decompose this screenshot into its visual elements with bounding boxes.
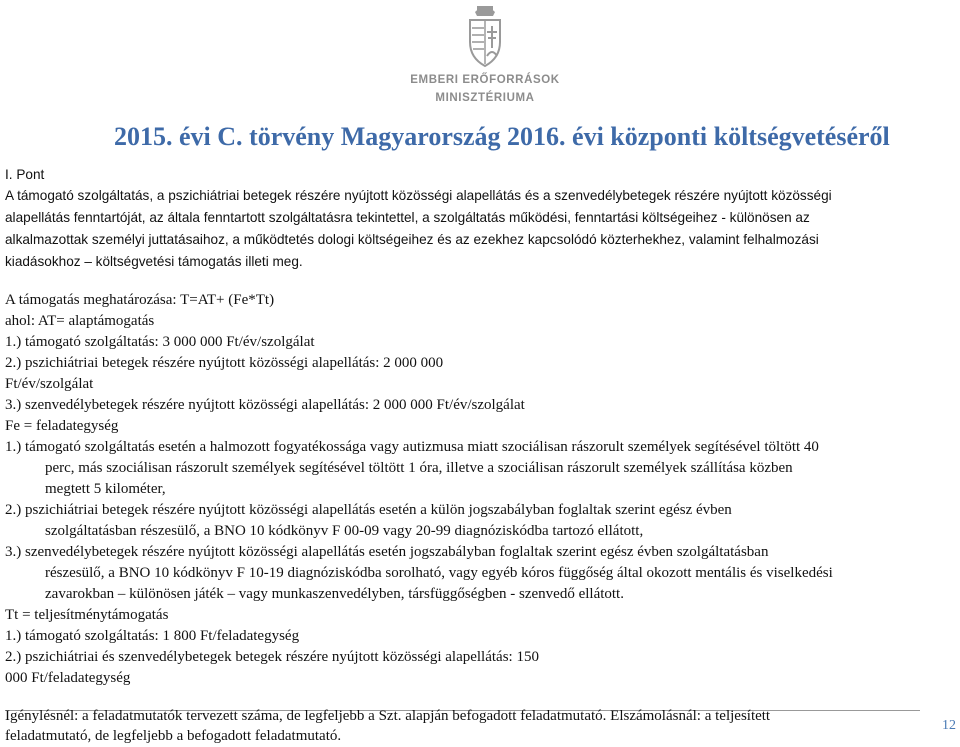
tt-item: 000 Ft/feladategység bbox=[5, 670, 131, 686]
fe-item: zavarokban – különösen játék – vagy munkaszenvedélyben, társfüggőségben - szenvedő ellátott. bbox=[45, 586, 624, 602]
fe-item: 1.) támogató szolgáltatás esetén a halmozott fogyatékossága vagy autizmusa miatt szociálisan rászorult személyek segítésével töltött 40 bbox=[5, 439, 819, 455]
at-item: 2.) pszichiátriai betegek részére nyújtott közösségi alapellátás: 2 000 000 bbox=[5, 355, 444, 371]
intro-line: A támogató szolgáltatás, a pszichiátriai betegek részére nyújtott közösségi alapellátás és a szenvedélybetegek részére nyújtott közösségi bbox=[5, 188, 832, 203]
formula-definition: A támogatás meghatározása: T=AT+ (Fe*Tt) bbox=[5, 292, 275, 308]
fe-item: perc, más szociálisan rászorult személyek segítésével töltött 1 óra, illetve a szociálisan rászorult személyek szállítása közben bbox=[45, 460, 793, 476]
footer-line: Igénylésnél: a feladatmutatók tervezett száma, de legfeljebb a Szt. alapján befogadott feladatmutató. Elszámolásnál: a teljesített bbox=[5, 708, 771, 724]
logo-line-2: MINISZTÉRIUMA bbox=[435, 92, 535, 104]
fe-item: megtett 5 kilométer, bbox=[45, 481, 166, 497]
fe-label: Fe = feladategység bbox=[5, 418, 119, 434]
at-item: 3.) szenvedélybetegek részére nyújtott közösségi alapellátás: 2 000 000 Ft/év/szolgálat bbox=[5, 397, 525, 413]
formula-where: ahol: AT= alaptámogatás bbox=[5, 313, 155, 329]
tt-label: Tt = teljesítménytámogatás bbox=[5, 607, 169, 623]
ministry-logo bbox=[410, 4, 560, 114]
page-title: 2015. évi C. törvény Magyarország 2016. évi központi költségvetéséről bbox=[114, 122, 890, 151]
at-item: 1.) támogató szolgáltatás: 3 000 000 Ft/év/szolgálat bbox=[5, 334, 315, 350]
coat-of-arms-icon bbox=[465, 4, 505, 68]
tt-item: 2.) pszichiátriai és szenvedélybetegek betegek részére nyújtott közösségi alapellátás: 150 bbox=[5, 649, 539, 665]
at-item: Ft/év/szolgálat bbox=[5, 376, 94, 392]
fe-item: részesülő, a BNO 10 kódkönyv F 10-19 diagnóziskódba sorolható, vagy egyéb kóros függőség által okozott mentális és viselkedési bbox=[45, 565, 833, 581]
tt-item: 1.) támogató szolgáltatás: 1 800 Ft/feladategység bbox=[5, 628, 300, 644]
page-number: 12 bbox=[942, 718, 956, 733]
intro-line: alkalmazottak személyi juttatásaihoz, a működtetés dologi költségeihez és az ezekhez kapcsolódó közterhekhez, valamint felhalmozási bbox=[5, 232, 819, 247]
section-heading: I. Pont bbox=[5, 167, 45, 182]
fe-item: szolgáltatásban részesülő, a BNO 10 kódkönyv F 00-09 vagy 20-99 diagnóziskódba tartozó ellátott, bbox=[45, 523, 644, 539]
footer-line: feladatmutató, de legfeljebb a befogadott feladatmutató. bbox=[5, 728, 342, 744]
intro-line: alapellátás fenntartóját, az általa fenntartott szolgáltatásra tekintettel, a szolgáltatás működési, fenntartási költségeihez - különösen az bbox=[5, 210, 810, 225]
fe-item: 3.) szenvedélybetegek részére nyújtott közösségi alapellátás esetén jogszabályban foglaltak szerint egész évben szolgáltatásban bbox=[5, 544, 769, 560]
logo-line-1: EMBERI ERŐFORRÁSOK bbox=[410, 74, 560, 86]
intro-line: kiadásokhoz – költségvetési támogatás illeti meg. bbox=[5, 254, 303, 269]
fe-item: 2.) pszichiátriai betegek részére nyújtott közösségi alapellátás esetén a külön jogszabályban foglaltak szerint egész évben bbox=[5, 502, 732, 518]
